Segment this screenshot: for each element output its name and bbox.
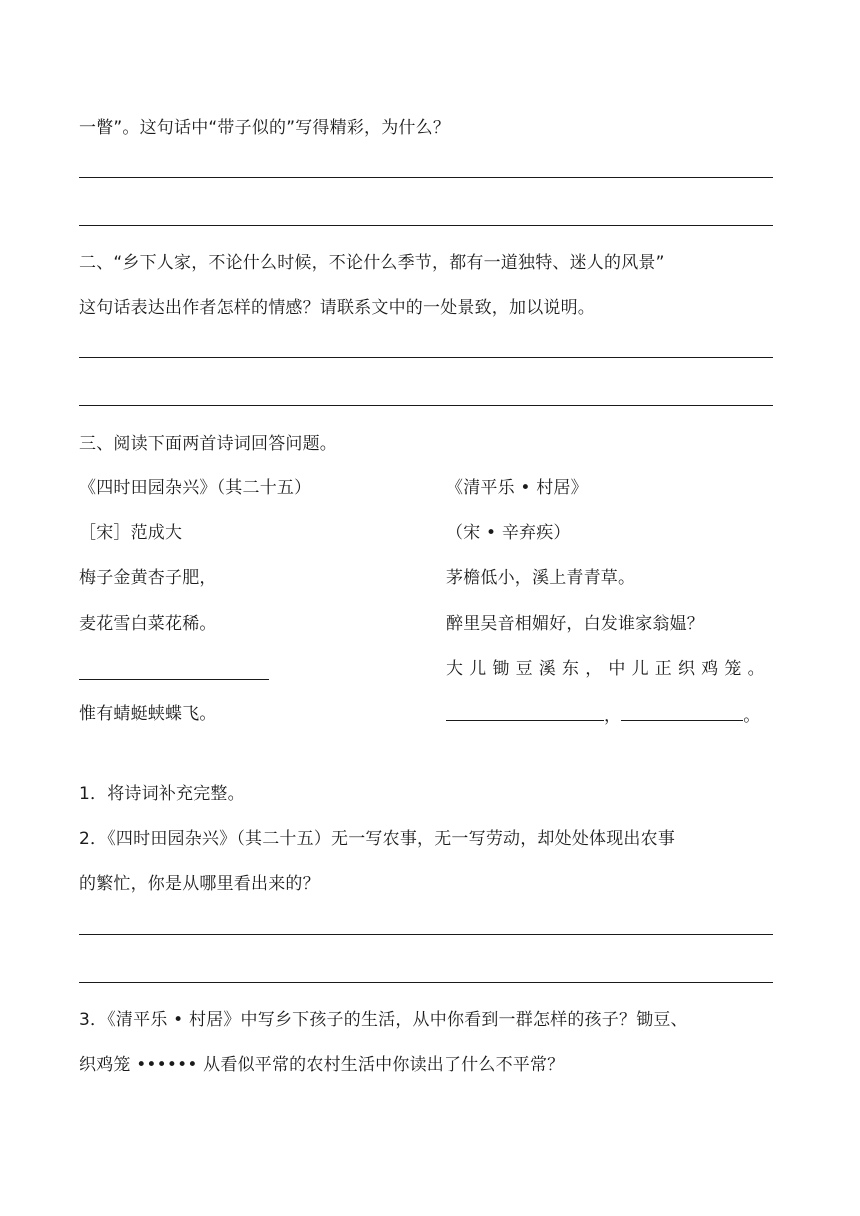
- q3-sub3-line2: 织鸡笼 •••••• 从看似平常的农村生活中你读出了什么不平常？: [79, 1055, 565, 1075]
- answer-line-q2-2[interactable]: [79, 405, 773, 406]
- poem2-fill-blank-1[interactable]: [446, 702, 604, 721]
- answer-line-q2-1[interactable]: [79, 357, 773, 358]
- poem2-fill-blank-2[interactable]: [621, 702, 743, 721]
- q3-sub3-line1: 3．《清平乐 • 村居》中写乡下孩子的生活，从中你看到一群怎样的孩子？锄豆、: [79, 1010, 688, 1030]
- poem2-blank-separator: ，: [604, 706, 622, 726]
- q3-sub2-line1: 2．《四时田园杂兴》（其二十五）无一写农事，无一写劳动，却处处体现出农事: [79, 829, 676, 849]
- poem1-line-1: 梅子金黄杏子肥，: [79, 568, 217, 588]
- q3-sub2-line2: 的繁忙，你是从哪里看出来的？: [79, 874, 320, 894]
- q1-text: 一瞥”。这句话中“带子似的”写得精彩，为什么？: [79, 118, 451, 138]
- poem2-title: 《清平乐 • 村居》: [446, 478, 588, 498]
- poem2-author: （宋 • 辛弃疾）: [446, 523, 571, 543]
- poem2-line-3: 大儿锄豆溪东，中儿正织鸡笼。: [446, 659, 771, 679]
- answer-line-sub2-1[interactable]: [79, 934, 773, 935]
- poem1-author: ［宋］范成大: [79, 523, 183, 543]
- poem2-line-2: 醉里吴音相媚好，白发谁家翁媪？: [446, 614, 704, 634]
- answer-line-q1-1[interactable]: [79, 177, 773, 178]
- q3-sub1: 1．将诗词补充完整。: [79, 784, 245, 804]
- answer-line-q1-2[interactable]: [79, 225, 773, 226]
- answer-line-sub2-2[interactable]: [79, 982, 773, 983]
- poem2-fill-line: [446, 702, 760, 728]
- poem1-title: 《四时田园杂兴》（其二十五）: [79, 478, 312, 498]
- poem1-line-4: 惟有蜻蜓蛱蝶飞。: [79, 704, 217, 724]
- poem1-fill-blank[interactable]: [79, 679, 269, 680]
- poem2-line-1: 茅檐低小，溪上青青草。: [446, 568, 636, 588]
- poem2-blank-end: 。: [743, 706, 761, 726]
- q2-text-line2: 这句话表达出作者怎样的情感？请联系文中的一处景致，加以说明。: [79, 298, 595, 318]
- poem1-line-2: 麦花雪白菜花稀。: [79, 614, 217, 634]
- q2-text-line1: 二、“乡下人家，不论什么时候，不论什么季节，都有一道独特、迷人的风景”: [79, 253, 665, 273]
- q3-heading: 三、阅读下面两首诗词回答问题。: [79, 434, 337, 454]
